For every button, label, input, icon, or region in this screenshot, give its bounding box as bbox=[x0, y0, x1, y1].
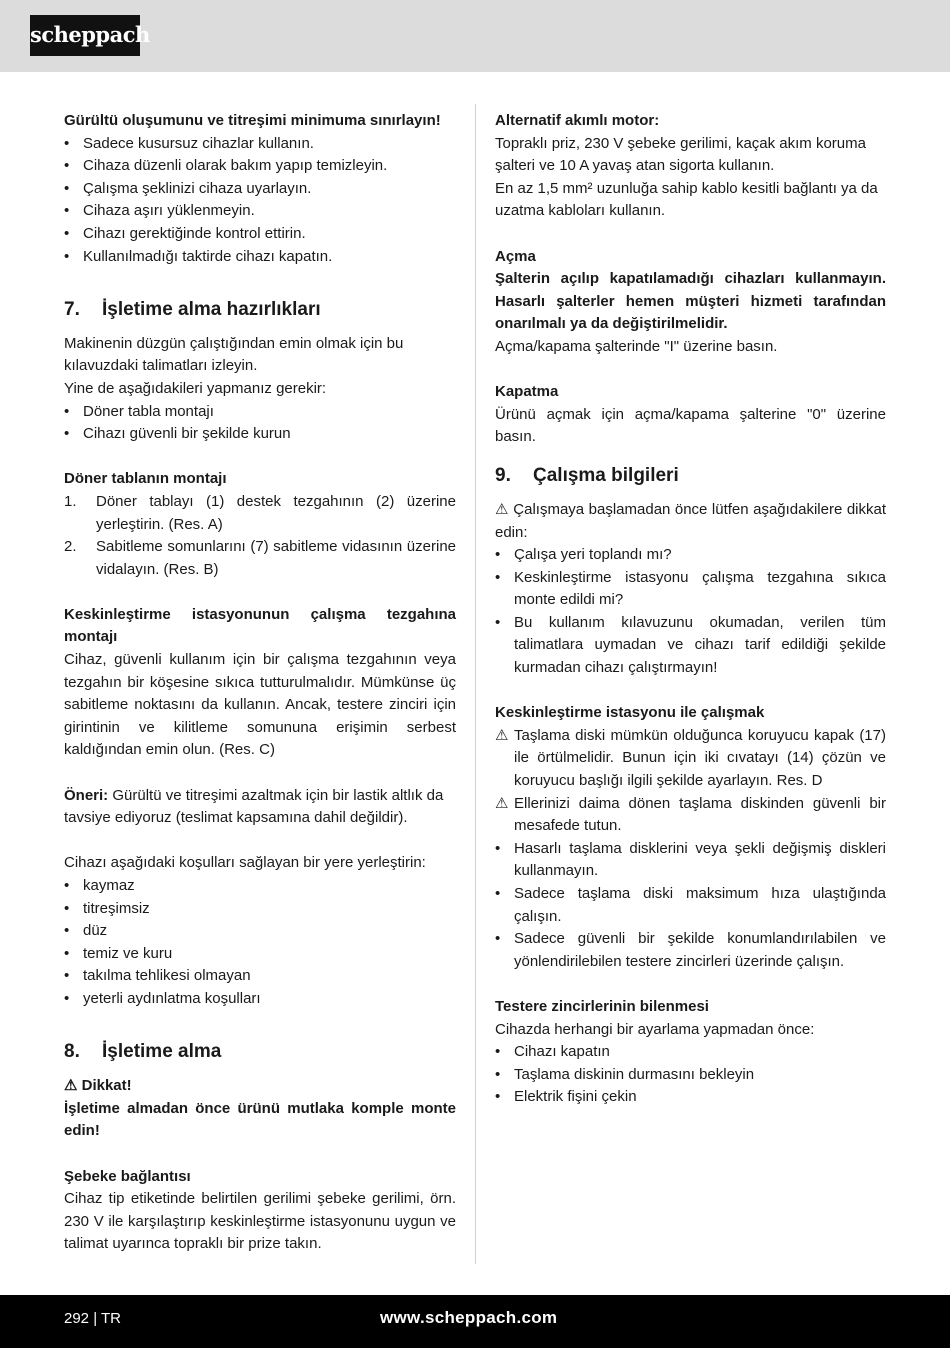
list-item: • Çalışa yeri toplandı mı? bbox=[495, 544, 886, 567]
list-item: • Bu kullanım kılavuzunu okumadan, verilen tüm talimatlara uymadan ve cihazı tarif edildiği şekilde kurmadan cihazı çalıştırmayın! bbox=[495, 612, 886, 680]
on-heading: Açma bbox=[495, 247, 536, 265]
step-number: 2. bbox=[64, 538, 77, 556]
list-item: • Cihaza aşırı yüklenmeyin. bbox=[64, 200, 456, 223]
section-number: 8. bbox=[64, 1041, 80, 1063]
attention-label: Dikkat! bbox=[81, 1077, 132, 1095]
list-item: • kaymaz bbox=[64, 875, 456, 898]
warning-text: Taşlama diski mümkün olduğunca koruyucu kapak (17) ile örtülmelidir. Bunun için iki cıvatayı (14) çözün ve koruyucu başlığı ilgili şekilde ayarlayın. Res. D bbox=[514, 726, 886, 790]
step-number: 1. bbox=[64, 492, 77, 510]
section-8-heading bbox=[64, 1033, 456, 1075]
column-divider bbox=[475, 104, 476, 1264]
paragraph: Cihazı aşağıdaki koşulları sağlayan bir yere yerleştirin: bbox=[64, 854, 426, 872]
bench-heading: Keskinleştirme istasyonunun çalışma tezgahına montajı bbox=[64, 605, 456, 646]
paragraph: Topraklı priz, 230 V şebeke gerilimi, kaçak akım koruma şalteri ve 10 A yavaş atan sigorta kullanın. bbox=[495, 134, 866, 175]
list-item: • Sadece güvenli bir şekilde konumlandırılabilen ve yönlendirilebilen testere zincirleri üzerinde çalışın. bbox=[495, 928, 886, 973]
list-item: • Cihaza düzenli olarak bakım yapıp temizleyin. bbox=[64, 155, 456, 178]
intro-text: Çalışmaya başlamadan önce lütfen aşağıdakilere dikkat edin: bbox=[495, 500, 887, 541]
paragraph: Cihaz tip etiketinde belirtilen gerilimi şebeke gerilimi, örn. 230 V ile karşılaştırıp keskinleştirme istasyonunu uygun ve talimat uyarınca topraklı bir prize takın. bbox=[64, 1190, 456, 1253]
warning-icon: ⚠ bbox=[495, 500, 509, 518]
off-heading: Kapatma bbox=[495, 383, 559, 401]
warning-item bbox=[495, 793, 886, 838]
step-text: Sabitleme somunlarını (7) sabitleme vidasının üzerine vidalayın. (Res. B) bbox=[96, 538, 456, 578]
tip-text: Gürültü ve titreşimi azaltmak için bir lastik altlık da tavsiye ediyoruz (teslimat kapsamına dahil değildir). bbox=[64, 786, 444, 827]
header-bar bbox=[0, 0, 950, 72]
list-item: • Cihazı gerektiğinde kontrol ettirin. bbox=[64, 223, 456, 246]
attention-text: İşletime almadan önce ürünü mutlaka komple monte edin! bbox=[64, 1099, 456, 1140]
left-column bbox=[64, 110, 456, 1256]
ac-heading: Alternatif akımlı motor: bbox=[495, 112, 660, 129]
list-item: • Cihazı kapatın bbox=[495, 1041, 886, 1064]
section-title: İşletime alma hazırlıkları bbox=[102, 298, 321, 320]
section-9-heading bbox=[495, 457, 886, 499]
footer-bar bbox=[0, 1295, 950, 1348]
list-item: • Döner tabla montajı bbox=[64, 401, 456, 424]
paragraph: Cihazda herhangi bir ayarlama yapmadan önce: bbox=[495, 1020, 815, 1038]
list-item: • Keskinleştirme istasyonu çalışma tezgahına sıkıca monte edildi mi? bbox=[495, 567, 886, 612]
chain-heading: Testere zincirlerinin bilenmesi bbox=[495, 997, 709, 1015]
right-column bbox=[495, 110, 886, 1109]
section-title: Çalışma bilgileri bbox=[533, 464, 679, 486]
numbered-step bbox=[64, 491, 456, 536]
section-number: 9. bbox=[495, 464, 511, 486]
paragraph: En az 1,5 mm² uzunluğa sahip kablo kesitli bağlantı ya da uzatma kabloları kullanın. bbox=[495, 179, 878, 220]
numbered-step bbox=[64, 536, 456, 581]
list-item: • temiz ve kuru bbox=[64, 943, 456, 966]
list-item: • Cihazı güvenli bir şekilde kurun bbox=[64, 423, 456, 446]
list-item: • Sadece taşlama diski maksimum hıza ulaştığında çalışın. bbox=[495, 883, 886, 928]
website-link[interactable]: www.scheppach.com bbox=[380, 1308, 558, 1327]
section-title: İşletime alma bbox=[102, 1041, 222, 1063]
paragraph: Yine de aşağıdakileri yapmanız gerekir: bbox=[64, 379, 327, 397]
mains-heading: Şebeke bağlantısı bbox=[64, 1167, 191, 1185]
warning-item bbox=[495, 725, 886, 793]
tip-label: Öneri: bbox=[64, 786, 109, 804]
paragraph: Açma/kapama şalterinde "I" üzerine basın. bbox=[495, 337, 778, 355]
noise-heading: Gürültü oluşumunu ve titreşimi minimuma sınırlayın! bbox=[64, 112, 441, 129]
warning-icon: ⚠ bbox=[495, 726, 509, 744]
paragraph: Ürünü açmak için açma/kapama şalterine "0" üzerine basın. bbox=[495, 405, 886, 446]
paragraph: Makinenin düzgün çalıştığından emin olmak için bu kılavuzdaki talimatları izleyin. bbox=[64, 334, 404, 375]
scheppach-logo: scheppach bbox=[30, 15, 140, 56]
tip-paragraph bbox=[64, 785, 456, 830]
page-number: 292 | TR bbox=[64, 1310, 121, 1327]
section-7-heading bbox=[64, 291, 456, 333]
paragraph bbox=[495, 499, 886, 544]
list-item: • düz bbox=[64, 920, 456, 943]
list-item: • Taşlama diskinin durmasını bekleyin bbox=[495, 1064, 886, 1087]
turntable-heading: Döner tablanın montajı bbox=[64, 470, 227, 488]
list-item: • yeterli aydınlatma koşulları bbox=[64, 988, 456, 1011]
list-item: • titreşimsiz bbox=[64, 898, 456, 921]
step-text: Döner tablayı (1) destek tezgahının (2) üzerine yerleştirin. (Res. A) bbox=[96, 492, 456, 533]
list-item: • takılma tehlikesi olmayan bbox=[64, 965, 456, 988]
list-item: • Hasarlı taşlama disklerini veya şekli değişmiş diskleri kullanmayın. bbox=[495, 838, 886, 883]
on-warning: Şalterin açılıp kapatılamadığı cihazları kullanmayın. Hasarlı şalterler hemen müşteri hizmeti tarafından onarılmalı ya da değiştirilmelidir. bbox=[495, 270, 886, 333]
warning-icon: ⚠ bbox=[495, 794, 509, 812]
warning-icon: ⚠ bbox=[64, 1077, 78, 1095]
paragraph: Cihaz, güvenli kullanım için bir çalışma tezgahının veya tezgahın bir köşesine sıkıca tutturulmalıdır. Mümkünse üç sabitleme noktasını da kullanın. Ancak, testere zinciri için girintinin ve kilitleme somununa erişimin serbest kaldığından emin olun. (Res. C) bbox=[64, 651, 456, 759]
warning-text: Ellerinizi daima dönen taşlama diskinden güvenli bir mesafede tutun. bbox=[514, 794, 886, 835]
work-heading: Keskinleştirme istasyonu ile çalışmak bbox=[495, 704, 765, 722]
list-item: • Çalışma şeklinizi cihaza uyarlayın. bbox=[64, 178, 456, 201]
list-item: • Sadece kusursuz cihazlar kullanın. bbox=[64, 133, 456, 156]
list-item: • Kullanılmadığı taktirde cihazı kapatın. bbox=[64, 246, 456, 269]
list-item: • Elektrik fişini çekin bbox=[495, 1086, 886, 1109]
section-number: 7. bbox=[64, 298, 80, 320]
attention-heading bbox=[64, 1075, 456, 1098]
